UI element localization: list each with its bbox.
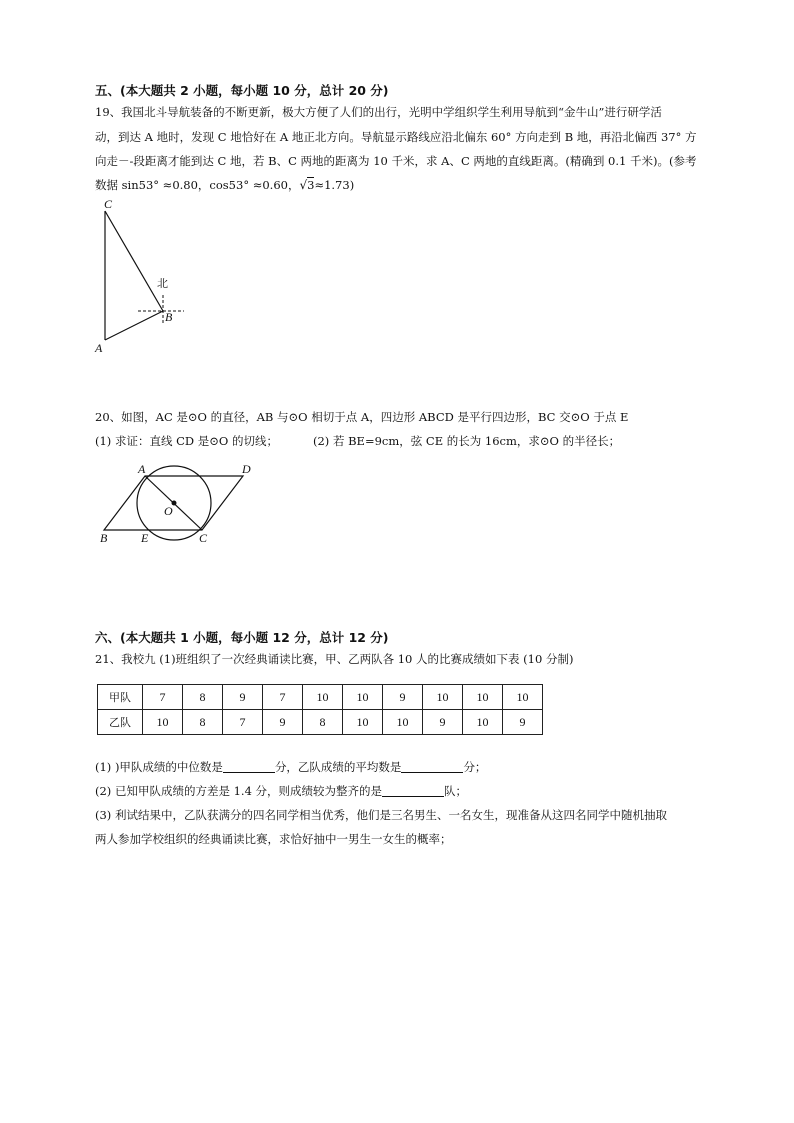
answer-blank-median[interactable] — [223, 759, 275, 773]
score-cell: 8 — [183, 710, 223, 735]
score-table — [97, 684, 543, 735]
table-row-team-a — [98, 685, 543, 710]
team-a-label: 甲队 — [98, 685, 143, 710]
team-b-label: 乙队 — [98, 710, 143, 735]
q21-part-1-text-b: 分，乙队成绩的平均数是 — [274, 760, 402, 774]
sqrt-symbol: √ — [299, 178, 308, 192]
label-c: C — [104, 197, 113, 211]
score-cell: 9 — [383, 685, 423, 710]
score-cell: 10 — [503, 685, 543, 710]
score-cell: 10 — [343, 710, 383, 735]
answer-blank-team[interactable] — [382, 783, 444, 797]
q21-part-3-line-1: (3) 利试结果中，乙队获满分的四名同学相当优秀，他们是三名男生、一名女生，现准备从这四名同学中随机抽取 — [95, 808, 667, 822]
score-cell: 9 — [223, 685, 263, 710]
score-cell: 7 — [263, 685, 303, 710]
q19-line-1: 19、我国北斗导航装备的不断更新，极大方便了人们的出行，光明中学组织学生利用导航到“金牛山”进行研学活 — [95, 105, 662, 119]
sqrt-radicand: 3 — [307, 178, 315, 192]
label-a: A — [95, 341, 103, 355]
label-north: 北 — [157, 277, 168, 290]
table-row-team-b — [98, 710, 543, 735]
label-d: D — [242, 462, 251, 476]
score-cell: 10 — [383, 710, 423, 735]
score-cell: 10 — [143, 710, 183, 735]
q21-part-1-text-c: 分； — [463, 760, 487, 774]
score-cell: 9 — [263, 710, 303, 735]
label-c: C — [199, 531, 208, 545]
label-a: A — [138, 462, 146, 476]
score-cell: 8 — [183, 685, 223, 710]
score-cell: 9 — [423, 710, 463, 735]
score-cell: 7 — [143, 685, 183, 710]
segment-ab — [105, 311, 163, 340]
q19-line-3: 向走－-段距离才能到达 C 地，若 B、C 两地的距离为 10 千米，求 A、C 两地的直线距离。(精确到 0.1 千米)。(参考 — [95, 154, 697, 168]
q19-line-2: 动，到达 A 地时，发现 C 地恰好在 A 地正北方向。导航显示路线应沿北偏东 60° 方向走到 B 地，再沿北偏西 37° 方 — [95, 130, 697, 144]
q19-line-4-end: ≈1.73) — [314, 178, 355, 192]
q19-figure — [92, 195, 202, 355]
score-cell: 10 — [303, 685, 343, 710]
q20-figure — [96, 460, 266, 546]
q21-part-2 — [95, 780, 467, 802]
label-b: B — [165, 310, 173, 324]
score-cell: 9 — [503, 710, 543, 735]
q21-part-2-text-b: 队； — [444, 784, 468, 798]
label-b: B — [100, 531, 108, 545]
q21-part-2-text-a: (2) 已知甲队成绩的方差是 1.4 分，则成绩较为整齐的是 — [95, 784, 383, 798]
segment-cb — [105, 211, 163, 311]
q21-line-1: 21、我校九 (1)班组织了一次经典诵读比赛，甲、乙两队各 10 人的比赛成绩如下表 (10 分制) — [95, 652, 574, 666]
q19-line-4 — [95, 174, 354, 196]
section-5-title: 五、(本大题共 2 小题，每小题 10 分，总计 20 分) — [95, 83, 389, 98]
score-cell: 10 — [463, 685, 503, 710]
q20-part-1: (1) 求证：直线 CD 是⊙O 的切线； — [95, 434, 278, 448]
score-cell: 7 — [223, 710, 263, 735]
q19-line-4-text: 数据 sin53° ≈0.80，cos53° ≈0.60， — [95, 178, 300, 192]
score-cell: 10 — [343, 685, 383, 710]
q21-part-3-line-2: 两人参加学校组织的经典诵读比赛，求恰好抽中一男生一女生的概率； — [95, 832, 452, 846]
q21-part-1-text-a: (1) )甲队成绩的中位数是 — [95, 760, 223, 774]
score-cell: 10 — [463, 710, 503, 735]
q20-line-1: 20、如图，AC 是⊙O 的直径，AB 与⊙O 相切于点 A，四边形 ABCD 是平行四边形，BC 交⊙O 于点 E — [95, 410, 629, 424]
score-cell: 8 — [303, 710, 343, 735]
q20-part-2: (2) 若 BE=9cm，弦 CE 的长为 16cm，求⊙O 的半径长； — [313, 434, 621, 448]
answer-blank-mean[interactable] — [401, 759, 463, 773]
label-o: O — [164, 504, 173, 518]
q21-part-1 — [95, 756, 486, 778]
section-6-title: 六、(本大题共 1 小题，每小题 12 分，总计 12 分) — [95, 630, 389, 645]
label-e: E — [141, 531, 149, 545]
score-cell: 10 — [423, 685, 463, 710]
